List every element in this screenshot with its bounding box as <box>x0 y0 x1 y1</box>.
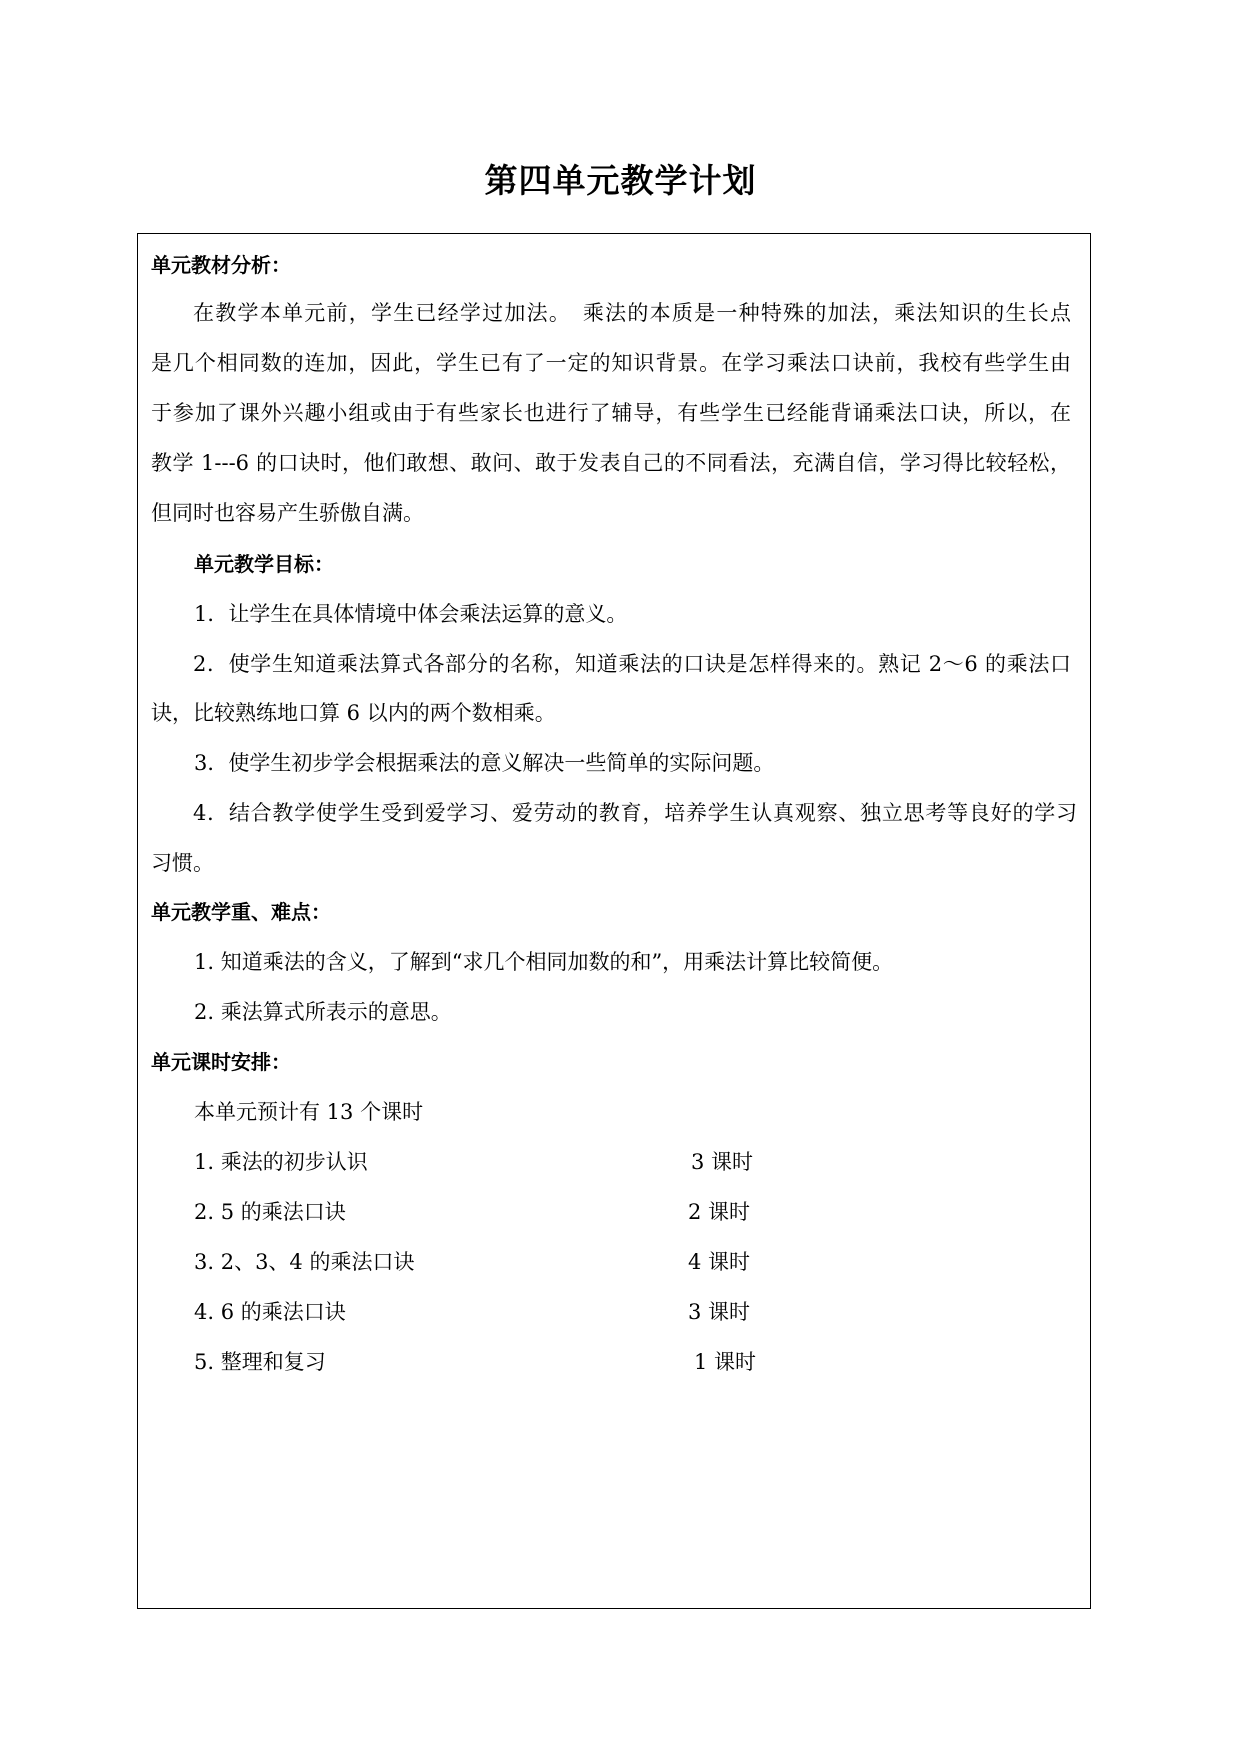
schedule-item-hours: 3 课时 <box>688 1300 751 1324</box>
schedule-item-name: 4. 6 的乘法口诀 <box>194 1300 346 1324</box>
schedule-item-hours: 4 课时 <box>688 1250 751 1274</box>
schedule-item-hours: 1 课时 <box>694 1350 757 1374</box>
analysis-line-4: 教学 1---6 的口诀时，他们敢想、敢问、敢于发表自己的不同看法，充满自信，学习得比较轻松， <box>151 451 1071 475</box>
goals-heading: 单元教学目标： <box>194 552 334 576</box>
analysis-line-1: 在教学本单元前，学生已经学过加法。 乘法的本质是一种特殊的加法，乘法知识的生长点 <box>193 301 1071 325</box>
keypoints-heading: 单元教学重、难点： <box>151 900 331 924</box>
schedule-intro: 本单元预计有 13 个课时 <box>194 1100 424 1124</box>
analysis-heading: 单元教材分析： <box>151 253 291 277</box>
schedule-item-hours: 3 课时 <box>691 1150 754 1174</box>
schedule-item-name: 2. 5 的乘法口诀 <box>194 1200 346 1224</box>
goal-line-1: 1．让学生在具体情境中体会乘法运算的意义。 <box>194 602 628 626</box>
goal-line-4: 3．使学生初步学会根据乘法的意义解决一些简单的实际问题。 <box>194 751 775 775</box>
analysis-line-5: 但同时也容易产生骄傲自满。 <box>151 501 424 525</box>
schedule-heading: 单元课时安排： <box>151 1050 291 1074</box>
goal-line-2: 2．使学生知道乘法算式各部分的名称，知道乘法的口诀是怎样得来的。熟记 2～6 的乘法口 <box>193 652 1071 676</box>
schedule-item-hours: 2 课时 <box>688 1200 751 1224</box>
keypoint-line-1: 1. 知道乘法的含义，了解到“求几个相同加数的和”，用乘法计算比较简便。 <box>194 950 894 974</box>
analysis-line-2: 是几个相同数的连加，因此，学生已有了一定的知识背景。在学习乘法口诀前，我校有些学生由 <box>151 351 1071 375</box>
goal-line-6: 习惯。 <box>151 851 214 875</box>
page-title: 第四单元教学计划 <box>484 161 757 200</box>
goal-line-5: 4．结合教学使学生受到爱学习、爱劳动的教育，培养学生认真观察、独立思考等良好的学习 <box>193 801 1077 825</box>
goal-line-3: 诀，比较熟练地口算 6 以内的两个数相乘。 <box>151 701 556 725</box>
schedule-item-name: 5. 整理和复习 <box>194 1350 326 1374</box>
schedule-item-name: 1. 乘法的初步认识 <box>194 1150 368 1174</box>
analysis-line-3: 于参加了课外兴趣小组或由于有些家长也进行了辅导，有些学生已经能背诵乘法口诀，所以，在 <box>151 401 1071 425</box>
keypoint-line-2: 2. 乘法算式所表示的意思。 <box>194 1000 452 1024</box>
schedule-item-name: 3. 2、3、4 的乘法口诀 <box>194 1250 415 1274</box>
